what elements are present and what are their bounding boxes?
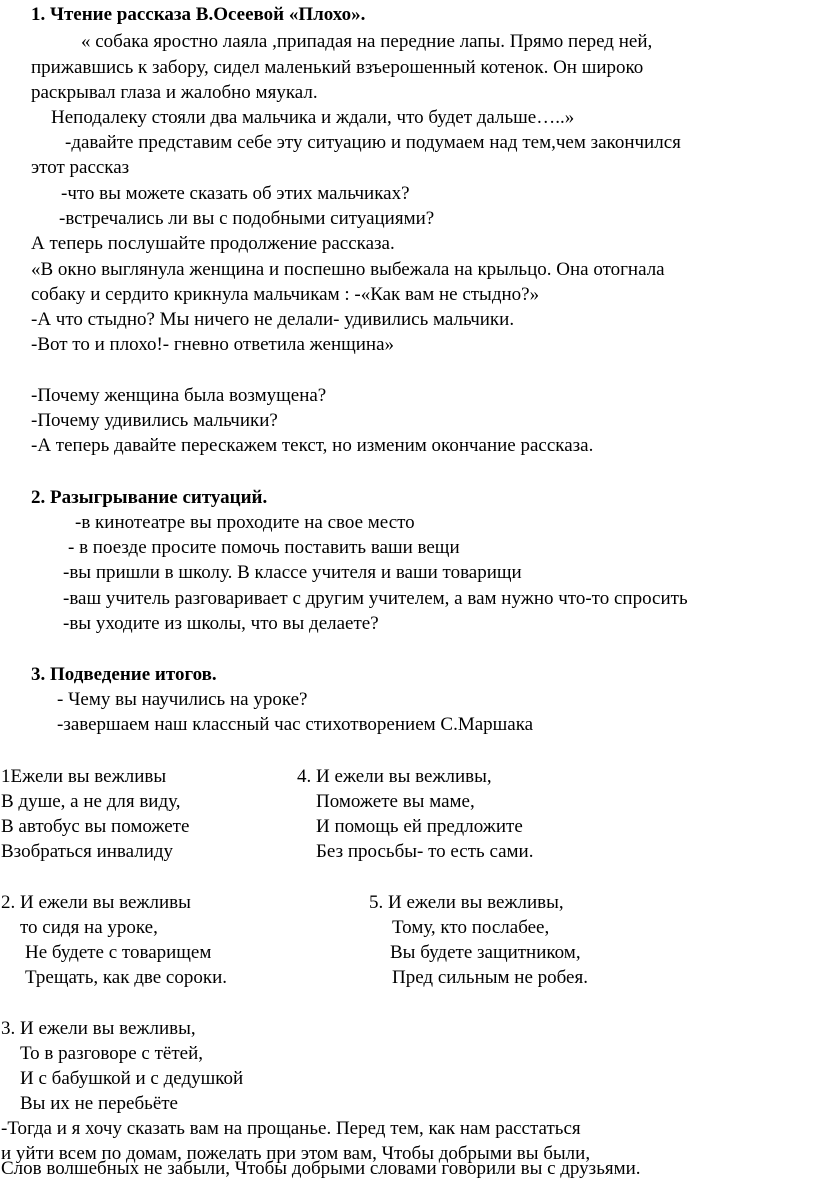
poem-line: И помощь ей предложите — [316, 816, 523, 837]
poem-line: Вы их не перебьёте — [20, 1093, 178, 1114]
section-1-heading: 1. Чтение рассказа В.Осеевой «Плохо». — [31, 4, 366, 25]
summary-item: -завершаем наш классный час стихотворением С.Маршака — [57, 714, 534, 735]
poem-line: 5. И ежели вы вежливы, — [369, 892, 564, 913]
situation-item: -в кинотеатре вы проходите на свое место — [75, 512, 415, 533]
question: -Почему женщина была возмущена? — [31, 385, 327, 406]
poem-line: То в разговоре с тётей, — [20, 1043, 204, 1064]
closing-line: и уйти всем по домам, пожелать при этом вам, Чтобы добрыми вы были, — [1, 1143, 591, 1164]
poem-line: 2. И ежели вы вежливы — [1, 892, 191, 913]
continuation-line: -А что стыдно? Мы ничего не делали- удивились мальчики. — [31, 309, 515, 330]
poem-line: И с бабушкой и с дедушкой — [20, 1068, 244, 1089]
summary-item: - Чему вы научились на уроке? — [57, 689, 308, 710]
situation-item: -ваш учитель разговаривает с другим учителем, а вам нужно что-то спросить — [63, 588, 688, 609]
continuation-line: собаку и сердито крикнула мальчикам : -«Как вам не стыдно?» — [31, 284, 540, 305]
teacher-prompt: -что вы можете сказать об этих мальчиках? — [61, 183, 410, 204]
question: -Почему удивились мальчики? — [31, 410, 278, 431]
poem-line: Тому, кто послабее, — [392, 917, 550, 938]
poem-line: Пред сильным не робея. — [392, 967, 588, 988]
poem-line: В автобус вы поможете — [1, 816, 190, 837]
poem-line: В душе, а не для виду, — [1, 791, 181, 812]
situation-item: - в поезде просите помочь поставить ваши вещи — [68, 537, 460, 558]
poem-line: то сидя на уроке, — [20, 917, 158, 938]
poem-line: 3. И ежели вы вежливы, — [1, 1018, 196, 1039]
closing-line: -Тогда и я хочу сказать вам на прощанье. Перед тем, как нам расстаться — [1, 1118, 581, 1139]
continuation-line: -Вот то и плохо!- гневно ответила женщина» — [31, 334, 395, 355]
poem-line: Поможете вы маме, — [316, 791, 475, 812]
section-3-heading: 3. Подведение итогов. — [31, 664, 217, 685]
situation-item: -вы пришли в школу. В классе учителя и ваши товарищи — [63, 562, 522, 583]
poem-line: Трещать, как две сороки. — [25, 967, 228, 988]
poem-line: Взобраться инвалиду — [1, 841, 174, 862]
continuation-line: «В окно выглянула женщина и поспешно выбежала на крыльцо. Она отогнала — [31, 259, 665, 280]
question: -А теперь давайте перескажем текст, но изменим окончание рассказа. — [31, 435, 594, 456]
section-2-heading: 2. Разыгрывание ситуаций. — [31, 487, 268, 508]
teacher-prompt: -давайте представим себе эту ситуацию и подумаем над тем,чем закончился — [65, 132, 681, 153]
poem-line: 4. И ежели вы вежливы, — [297, 766, 492, 787]
teacher-prompt: этот рассказ — [31, 157, 130, 178]
story-quote-line: раскрывал глаза и жалобно мяукал. — [31, 82, 318, 103]
continuation-intro: А теперь послушайте продолжение рассказа. — [31, 233, 395, 254]
story-quote-line: « собака яростно лаяла ,припадая на передние лапы. Прямо перед ней, — [81, 31, 653, 52]
story-quote-line: Неподалеку стояли два мальчика и ждали, что будет дальше…..» — [51, 107, 575, 128]
poem-line: Не будете с товарищем — [25, 942, 212, 963]
situation-item: -вы уходите из школы, что вы делаете? — [63, 613, 379, 634]
poem-line: 1Ежели вы вежливы — [1, 766, 167, 787]
poem-line: Вы будете защитником, — [390, 942, 581, 963]
poem-line: Без просьбы- то есть сами. — [316, 841, 534, 862]
closing-line: Слов волшебных не забыли, Чтобы добрыми словами говорили вы с друзьями. — [1, 1158, 641, 1179]
story-quote-line: прижавшись к забору, сидел маленький взъерошенный котенок. Он широко — [31, 57, 644, 78]
teacher-prompt: -встречались ли вы с подобными ситуациями? — [59, 208, 435, 229]
